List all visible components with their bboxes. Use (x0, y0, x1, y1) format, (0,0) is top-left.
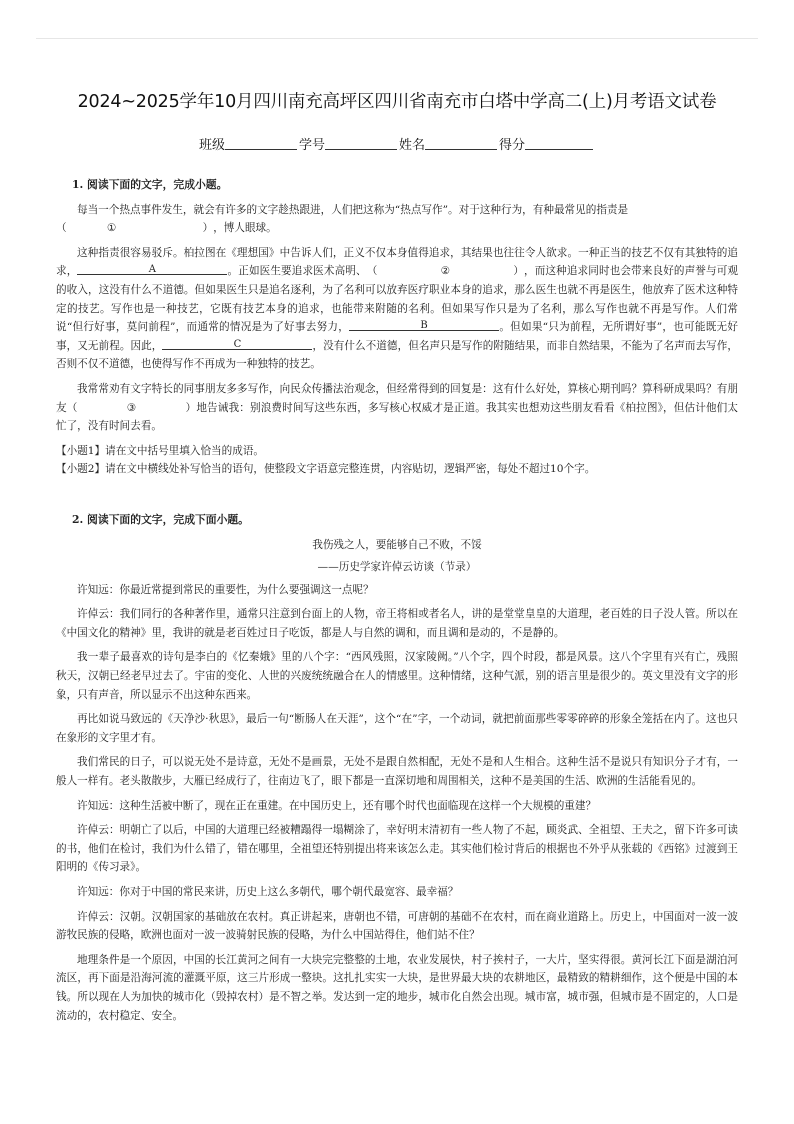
q2-paragraph: 许倬云：明朝亡了以后，中国的大道理已经被糟蹋得一塌糊涂了，幸好明末清初有一些人物了不起，顾炎武、全祖望、王夫之，留下许多可读的书，他们在检讨，我们为什么错了，错在哪里，全祖望还特别提出将来该怎么走。其实他们检讨背后的根据也不外乎从张载的《西铭》过渡到王阳明的《传习录》。 (56, 824, 738, 874)
q1-sub-question-1: 【小题1】请在文中括号里填入恰当的成语。 (56, 444, 265, 457)
q1-paragraph-2: 这种指责很容易驳斥。柏拉图在《理想国》中告诉人们，正义不仅本身值得追求，其结果也往往令人欲求。一种正当的技艺不仅有其独特的追求， A 。正如医生要追求医术高明、（ ② ），而这种追求同时也会带来良好的声誉与可观的收入，这没有什么不道德。但如果医生只是追名逐利，为了名利可以放弃医疗职业本身的追求，那么医生也就不再是医生，他放弃了医术这种特定的技艺。写作也是一种技艺，它既有技艺本身的追求，也能带来附随的名利。但如果写作只是为了名利，那么写作也就不再是写作。人们常说“但行好事，莫问前程”，而通常的情况是为了好事去努力， B 。但如果“只为前程，无所谓好事”，也可能既无好事，又无前程。因此， C ，没有什么不道德，但名声只是写作的附随结果，而非自然结果，不能为了名声而去写作，否则不仅不道德，也使得写作不再成为一种独特的技艺。 (56, 246, 739, 371)
info-class: 班级 (199, 134, 299, 153)
q2-source: ——历史学家许倬云访谈（节录） (317, 561, 477, 574)
blank-b[interactable]: B (349, 318, 499, 331)
info-name: 姓名 (399, 134, 499, 153)
exam-title: 2024~2025学年10月四川南充高坪区四川省南充市白塔中学高二(上)月考语文试卷 (77, 92, 717, 112)
name-blank[interactable] (425, 137, 497, 150)
q2-paragraph: 再比如说马致远的《天净沙·秋思》，最后一句“断肠人在天涯”，这个“在”字，一个动词，就把前面那些零零碎碎的形象全笼括在内了。这也只在象形的文字里才有。 (56, 713, 738, 744)
blank-a[interactable]: A (77, 262, 227, 275)
page-top-rule (36, 38, 758, 39)
q2-paragraph: 许知远：这种生活被中断了，现在正在重建。在中国历史上，还有哪个时代也面临现在这样一个大规模的重建？ (77, 799, 597, 812)
q1-paragraph-1: 每当一个热点事件发生，就会有许多的文字趁热跟进，人们把这称为“热点写作”。对于这种行为，有种最常见的指责是 （ ① ），博人眼球。 (56, 201, 738, 238)
q2-paragraph: 许倬云：我们同行的各种著作里，通常只注意到台面上的人物，帝王将相或者名人，讲的是堂堂皇皇的大道理，老百姓的日子没人管。所以在《中国文化的精神》里，我讲的就是老百姓过日子吃饭，都是人与自然的调和，而且调和是动的，不是静的。 (56, 608, 738, 639)
q1-sub-question-2: 【小题2】请在文中横线处补写恰当的语句，使整段文字语意完整连贯，内容贴切，逻辑严密，每处不超过10个字。 (56, 463, 596, 476)
paren-blank-3[interactable]: ③ (126, 401, 137, 414)
student-info-line (0, 134, 794, 153)
q2-paragraph: 许倬云：汉朝。汉朝国家的基础放在农村。真正讲起来，唐朝也不错，可唐朝的基础不在农村，而在商业道路上。历史上，中国面对一波一波游牧民族的侵略，欧洲也面对一波一波骑射民族的侵略，为什么中国站得住，他们站不住？ (56, 910, 738, 942)
q2-paragraph: 我们常民的日子，可以说无处不是诗意，无处不是画景，无处不是跟自然相配，无处不是和人生相合。这种生活不是说只有知识分子才有，一般人一样有。老头散散步，大雁已经成行了，往南边飞了，眼下都是一直深切地和周围相关，这种不是美国的生活、欧洲的生活能看见的。 (56, 756, 738, 788)
q2-subtitle: 我伤残之人，要能够自己不败，不馁 (312, 538, 482, 551)
question-1-heading: 1. 阅读下面的文字，完成小题。 (72, 178, 228, 191)
blank-c[interactable]: C (162, 337, 312, 350)
info-score: 得分 (499, 134, 595, 153)
class-blank[interactable] (225, 137, 297, 150)
paren-blank-1[interactable]: （ ① ） (56, 222, 214, 235)
info-number: 学号 (299, 134, 399, 153)
q2-paragraph: 许知远：你最近常提到常民的重要性，为什么要强调这一点呢？ (77, 583, 374, 596)
exam-content (56, 176, 738, 1031)
question-2-heading: 2. 阅读下面的文字，完成下面小题。 (72, 512, 249, 526)
score-blank[interactable] (525, 137, 593, 150)
q2-paragraph: 地理条件是一个原因，中国的长江黄河之间有一大块完完整整的土地，农业发展快，村子挨村子，一大片，坚实得很。黄河长江下面是湖泊河流区，再下面是沿海河流的灌溉平原，这三片形成一整块。这扎扎实实一大块，是世界最大块的农耕地区，最精致的精耕细作，这个便是中国的本钱。所以现在人为加快的城市化（毁掉农村）是不智之举。发达到一定的地步，城市化自然会出现。城市富，城市强，但城市是不固定的，人口是流动的，农村稳定、安全。 (56, 953, 738, 1022)
q2-paragraph: 我一辈子最喜欢的诗句是李白的《忆秦娥》里的八个字：“西风残照，汉家陵阙。”八个字，四个时段，都是风景。这八个字里有兴有亡，残照秋天，汉朝已经老早过去了。宇宙的变化、人世的兴废统统融合在人的情感里。这种情绪，这种气派，别的语言里是很少的。英文里没有文字的形象，只有声音，所以显示不出这种东西来。 (56, 651, 738, 701)
q1-paragraph-3: 我常常劝有文字特长的同事朋友多多写作，向民众传播法治观念，但经常得到的回复是：这有什么好处，算核心期刊吗？算科研成果吗？有朋友（ ③ ）地告诫我：别浪费时间写这些东西，多写核心权威才是正道。我其实也想劝这些朋友看看《柏拉图》，但估计他们太忙了，没有时间去看。 (56, 382, 739, 433)
q2-paragraph: 许知远：你对于中国的常民来讲，历史上这么多朝代，哪个朝代最宽容、最幸福？ (77, 886, 459, 898)
paren-blank-2[interactable]: （ ② ） (366, 265, 524, 278)
number-blank[interactable] (325, 137, 397, 150)
